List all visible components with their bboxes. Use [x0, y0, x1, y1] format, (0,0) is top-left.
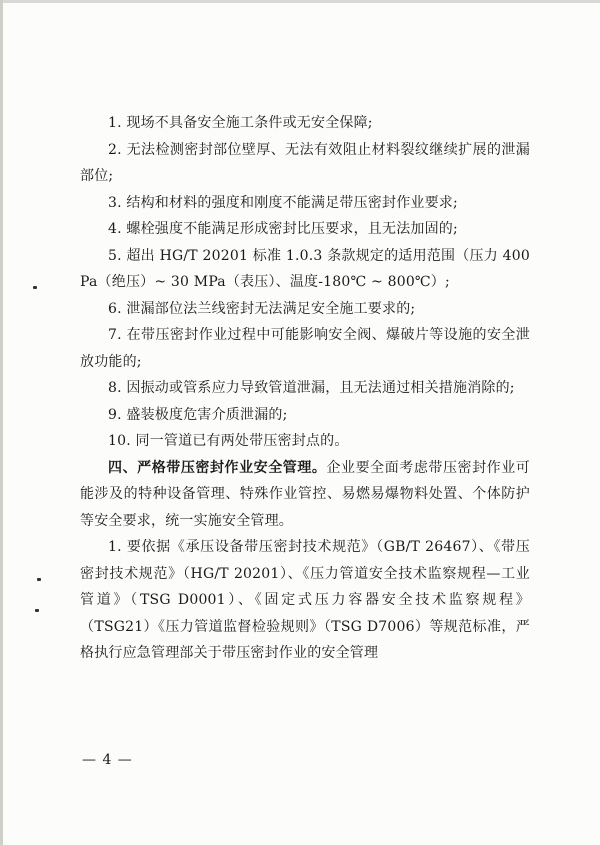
list-item-9: 9. 盛装极度危害介质泄漏的; [108, 406, 288, 423]
scan-speck [35, 609, 39, 612]
list-item-7: 7. 在带压密封作业过程中可能影响安全阀、爆破片等设施的安全泄放功能的; [80, 327, 530, 370]
scan-edge-left [0, 0, 3, 845]
list-item-10: 10. 同一管道已有两处带压密封点的。 [108, 433, 349, 449]
scan-speck [33, 286, 37, 289]
list-item-8: 8. 因振动或管系应力导致管道泄漏，且无法通过相关措施消除的; [108, 380, 515, 396]
list-item-2: 2. 无法检测密封部位壁厚、无法有效阻止材料裂纹继续扩展的泄漏部位; [80, 141, 530, 184]
section-4-paragraph [80, 455, 530, 535]
list-item-6: 6. 泄漏部位法兰线密封无法满足安全施工要求的; [108, 300, 416, 317]
list-item-5: 5. 超出 HG/T 20201 标准 1.0.3 条款规定的适用范围（压力 400 Pa（绝压）~ 30 MPa（表压）、温度-180℃ ~ 800℃）; [80, 247, 530, 290]
list-item-4: 4. 螺栓强度不能满足形成密封比压要求，且无法加固的; [108, 221, 458, 237]
scan-edge-top [0, 0, 600, 3]
section-4-body: 企业要全面考虑带压密封作业可能涉及的特种设备管理、特殊作业管控、易燃易爆物料处置、个体防护等安全要求，统一实施安全管理。 [80, 459, 530, 529]
list-item-3: 3. 结构和材料的强度和刚度不能满足带压密封作业要求; [108, 194, 458, 211]
list-item-1: 1. 现场不具备安全施工条件或无安全保障; [108, 115, 373, 131]
scan-speck [37, 578, 41, 581]
section-4-item-1: 1. 要依据《承压设备带压密封技术规范》（GB/T 26467）、《带压密封技术规范》（HG/T 20201）、《压力管道安全技术监察规程—工业管道》（TSG D0001）、《固定式压力容器安全技术监察规程》（TSG21）《压力管道监督检验规则》（TSG D7006）等规范标准，严格执行应急管理部关于带压密封作业的安全管理 [80, 539, 530, 661]
body-text [80, 110, 530, 667]
page-number: — 4 — [82, 752, 133, 768]
section-4-heading: 四、严格带压密封作业安全管理。 [108, 459, 327, 476]
